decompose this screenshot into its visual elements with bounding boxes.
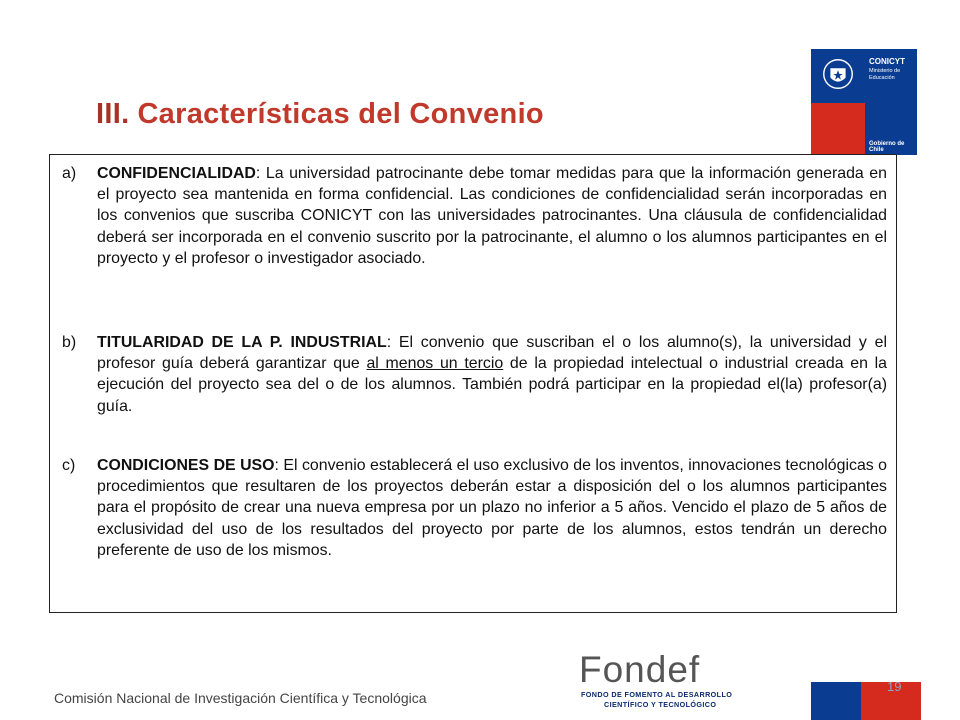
item-underlined: al menos un tercio (366, 355, 504, 373)
slide-title (96, 98, 544, 131)
flag-blue (811, 682, 861, 720)
logo-name: CONICYT (869, 57, 905, 66)
item-heading: TITULARIDAD DE LA P. INDUSTRIAL (97, 334, 387, 351)
item-body: : El convenio que suscriban el o los alumno(s), la universidad y el profesor guía deberá garantizar que (97, 334, 887, 373)
fondef-wordmark: Fondef (579, 649, 701, 690)
content-box (49, 154, 897, 613)
item-titularidad (62, 332, 887, 417)
commission-name: Comisión Nacional de Investigación Científica y Tecnológica (54, 690, 427, 706)
item-label: b) (62, 334, 77, 351)
item-text (97, 455, 887, 561)
flag-bar (811, 682, 921, 720)
item-text (97, 163, 887, 269)
title-text: Características del Convenio (137, 98, 544, 130)
item-body: : El convenio establecerá el uso exclusivo de los inventos, innovaciones tecnológicas o procedimientos que resultaren de los proyectos deberán estar a disposición del o los alumnos participantes para el propósito de crear una nueva empresa por un plazo no inferior a 5 años. Vencido el plazo de 5 años de exclusividad del uso de los resultados del proyecto por parte de los alumnos, estos tendrán un derecho preferente de uso de los mismos. (97, 457, 888, 559)
section-number: III. (96, 98, 130, 130)
page-number: 19 (887, 679, 902, 694)
fondef-logo (579, 649, 733, 709)
logo-red-block (811, 103, 865, 155)
item-text (97, 332, 887, 417)
item-confidencialidad (62, 163, 887, 269)
item-label: c) (62, 457, 76, 474)
coat-of-arms-icon (819, 55, 857, 93)
item-condiciones (62, 455, 887, 561)
logo-government: Gobierno de Chile (869, 141, 905, 153)
item-heading: CONDICIONES DE USO (97, 457, 275, 474)
item-heading: CONFIDENCIALIDAD (97, 165, 256, 182)
item-body-end: de la propiedad intelectual o industrial creada en la ejecución del proyecto sea del o de los alumnos. También podrá participar en la propiedad el(la) profesor(a) guía. (97, 355, 888, 415)
item-label: a) (62, 165, 77, 182)
fondef-subtitle-2: CIENTÍFICO Y TECNOLÓGICO (604, 700, 717, 709)
item-body: : La universidad patrocinante debe tomar medidas para que la información generada en el proyecto sea mantenida en forma confidencial. Las condiciones de confidencialidad serán incorporadas en los convenios que suscriba CONICYT con las universidades patrocinantes. Una cláusula de confidencialidad deberá ser incorporada en el convenio suscrito por la patrocinante, el alumno o los alumnos participantes en el proyecto y el profesor o investigador asociado. (97, 165, 887, 267)
logo-ministry: Ministerio de Educación (869, 68, 901, 81)
conicyt-logo (811, 49, 917, 155)
fondef-subtitle-1: FONDO DE FOMENTO AL DESARROLLO (581, 690, 733, 699)
